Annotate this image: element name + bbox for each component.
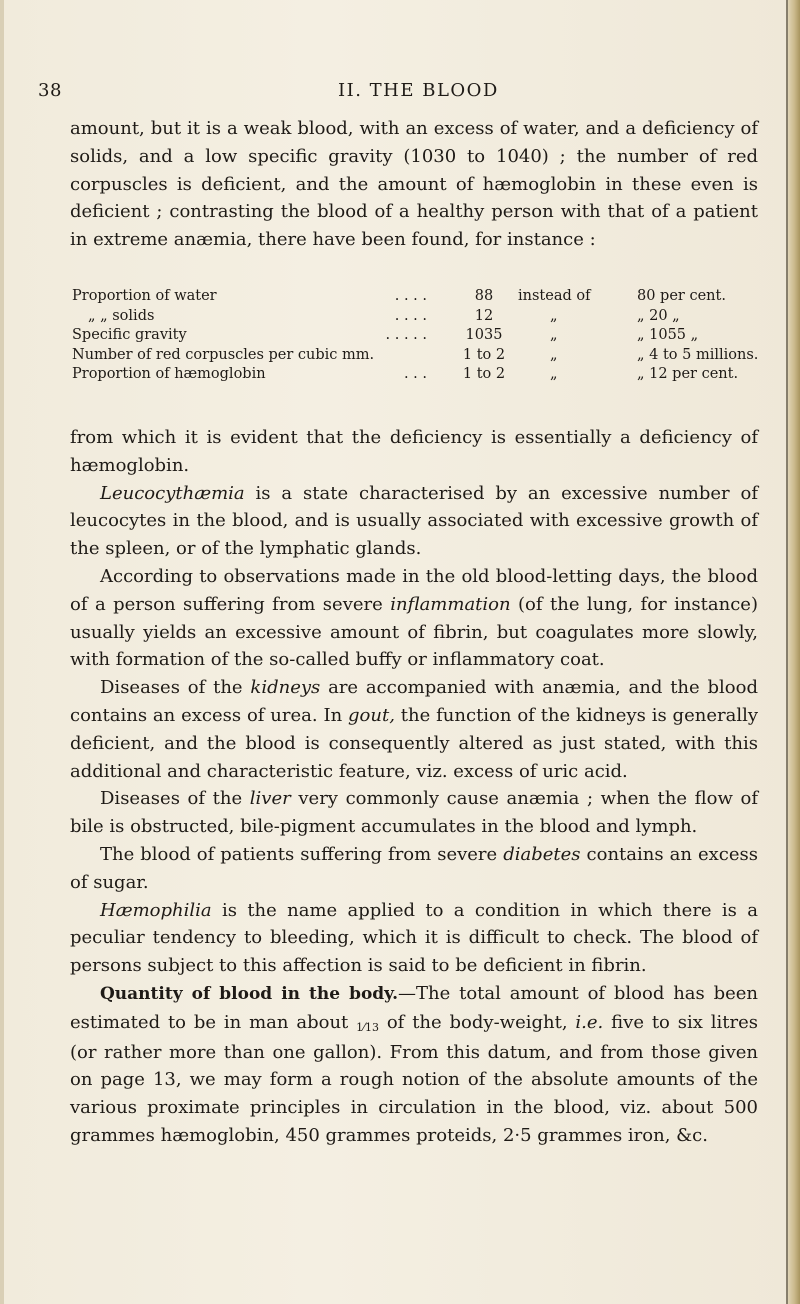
leader-dots: . . . . [394, 288, 427, 304]
fraction-one-thirteenth: 1⁄13 [356, 1020, 379, 1034]
quantity-text-after: of the body-weight, [378, 1011, 576, 1033]
kidneys-text-before: Diseases of the [100, 677, 251, 699]
term-liver: liver [249, 788, 291, 810]
liver-text-before: Diseases of the [100, 788, 250, 810]
inflammation-text-before: According to observations made in the old blood-letting days, the blood of a person suffering from severe [70, 565, 758, 615]
table-row [72, 307, 762, 327]
section-lead-quantity: Quantity of blood in the body. [100, 983, 399, 1004]
paragraph-quantity [70, 980, 758, 1150]
page-left-edge [0, 0, 4, 1304]
diabetes-text-after: contains an excess of sugar. [70, 843, 758, 893]
row-comparison: „ 12 per cent. [637, 366, 739, 383]
row-label: Number of red corpuscles per cubic mm. [72, 346, 375, 363]
table-row [72, 365, 762, 385]
row-comparison: „ 1055 „ [637, 327, 699, 344]
table-row [72, 326, 762, 346]
haemophilia-text: is the name applied to a condition in which there is a peculiar tendency to bleeding, which it is difficult to check. The blood of persons subject to this affection is said to be deficient in fibrin. [70, 899, 758, 977]
table-row [72, 287, 762, 307]
row-value: 1 to 2 [462, 346, 506, 363]
page-binding-edge [786, 0, 800, 1304]
row-value: 12 [474, 307, 494, 324]
term-kidneys: kidneys [250, 677, 321, 699]
paragraph-haemophilia [70, 897, 758, 980]
blood-comparison-table [72, 287, 762, 385]
page-edge-line [786, 0, 788, 1304]
page-header [38, 80, 758, 110]
row-comparison: „ 4 to 5 millions. [637, 346, 759, 363]
row-connector: „ [550, 346, 558, 363]
leader-dots: . . . . [394, 307, 427, 324]
row-value: 88 [474, 288, 494, 304]
paragraph-diabetes [70, 841, 758, 897]
leucocythaemia-text: is a state characterised by an excessive number of leucocytes in the blood, and is usually associated with excessive growth of the spleen, or of the lymphatic glands. [70, 482, 758, 560]
row-label: Specific gravity [72, 327, 187, 344]
quantity-text-before: —The total amount of blood has been estimated to be in man about [70, 982, 758, 1033]
row-connector: instead of [518, 288, 591, 304]
inflammation-text-after: (of the lung, for instance) usually yields an excessive amount of fibrin, but coagulates more slowly, with formation of the so-called buffy or inflammatory coat. [70, 593, 758, 671]
row-comparison: „ 20 „ [637, 307, 680, 324]
term-leucocythaemia: Leucocythæmia [100, 482, 245, 504]
row-label: Proportion of hæmoglobin [72, 366, 266, 383]
abbrev-ie: i.e. [575, 1011, 604, 1033]
running-head: II. THE BLOOD [338, 80, 499, 101]
term-gout: gout, [348, 704, 395, 726]
term-haemophilia: Hæmophilia [100, 899, 212, 921]
leader-dots: . . . . . [385, 327, 427, 344]
paragraph-evident: from which it is evident that the deficiency is essentially a deficiency of hæmoglobin. [70, 427, 758, 476]
row-label: „ „ solids [88, 307, 155, 324]
diabetes-text-before: The blood of patients suffering from severe [100, 843, 504, 865]
paragraph-leucocythaemia [70, 480, 758, 563]
row-value: 1035 [465, 327, 503, 344]
leader-dots: . . . [403, 366, 427, 383]
kidneys-text-middle: are accompanied with anæmia, and the blood contains an excess of urea. In [70, 677, 758, 726]
row-connector: „ [550, 307, 558, 324]
paragraph-anaemia: amount, but it is a weak blood, with an excess of water, and a deficiency of solids, and a low specific gravity (1030 to 1040) ; the number of red corpuscles is deficient, and the amount of hæmoglobin in these even is deficient ; contrasting the blood of a healthy person with that of a patient in extreme anæmia, there have been found, for instance : [70, 118, 758, 251]
row-comparison: 80 per cent. [637, 288, 726, 304]
quantity-text-rest: five to six litres (or rather more than one gallon). From this datum, and from those given on page 13, we may form a rough notion of the absolute amounts of the various proximate principles in circulation in the blood, viz. about 500 grammes hæmoglobin, 450 grammes proteids, 2·5 grammes iron, &c. [70, 1011, 758, 1146]
paragraph-kidneys [70, 674, 758, 785]
page-number: 38 [38, 80, 62, 101]
paragraph-inflammation [70, 563, 758, 674]
table-row [72, 346, 762, 366]
paragraph-liver [70, 785, 758, 841]
row-connector: „ [550, 327, 558, 344]
row-value: 1 to 2 [462, 366, 506, 383]
row-connector: „ [550, 366, 558, 383]
term-diabetes: diabetes [503, 843, 581, 865]
term-inflammation: inflammation [390, 593, 511, 615]
kidneys-text-after: the function of the kidneys is generally deficient, and the blood is consequently altered as just stated, with this additional and characteristic feature, viz. excess of uric acid. [70, 704, 758, 782]
row-label: Proportion of water [72, 288, 217, 304]
text-block-top [70, 115, 758, 254]
liver-text-after: very commonly cause anæmia ; when the flow of bile is obstructed, bile-pigment accumulates in the blood and lymph. [70, 788, 758, 838]
text-block-main [70, 424, 758, 1150]
